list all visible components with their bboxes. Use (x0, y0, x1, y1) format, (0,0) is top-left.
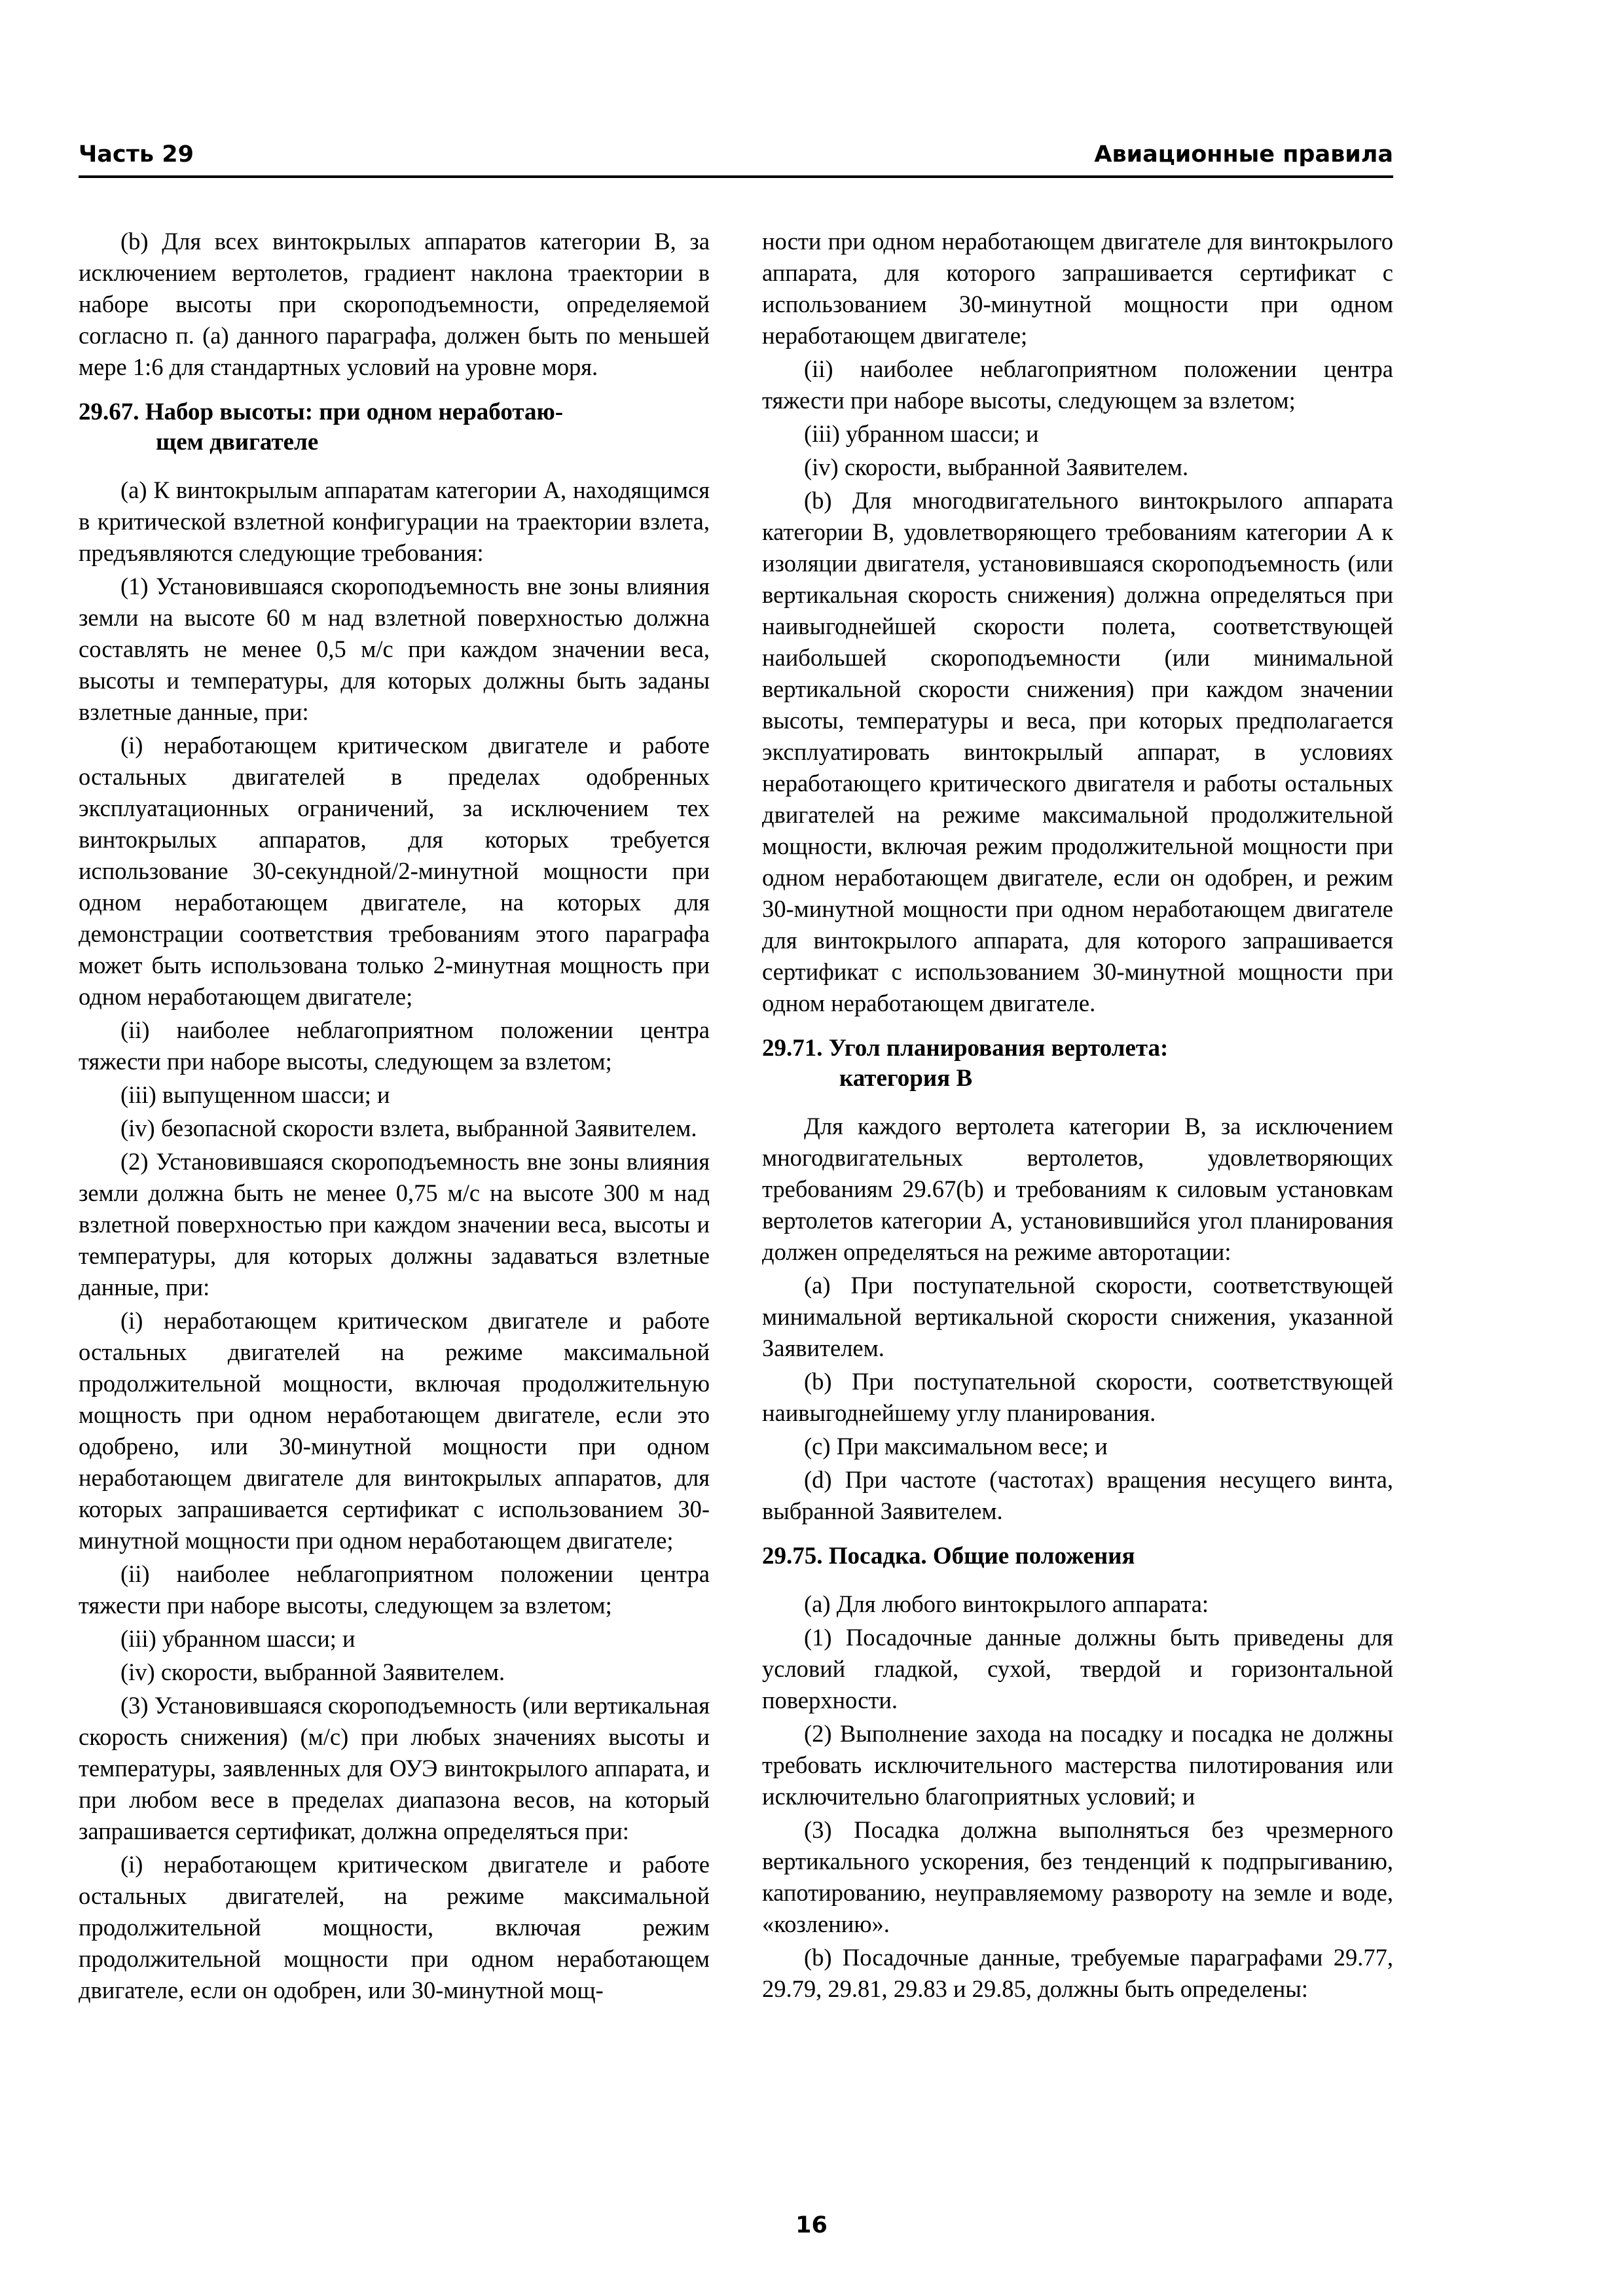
left-column (79, 226, 710, 2008)
paragraph: (iii) убранном шасси; и (120, 1625, 356, 1652)
paragraph: (d) При частоте (частотах) вращения несущего винта, выбранной Заявителем. (762, 1466, 1393, 1524)
paragraph: (a) При поступательной скорости, соответствующей минимальной вертикальной скорости снижения, указанной Заявителем. (762, 1272, 1393, 1361)
paragraph: (ii) наиболее неблагоприятном положении центра тяжести при наборе высоты, следующем за взлетом; (79, 1016, 710, 1075)
section-heading-29-71 (762, 1033, 1393, 1094)
paragraph: (iv) скорости, выбранной Заявителем. (120, 1659, 505, 1685)
heading-line: 29.71. Угол планирования вертолета: (762, 1035, 1169, 1062)
paragraph: (3) Посадка должна выполняться без чрезмерного вертикального ускорения, без тенденций к подпрыгиванию, капотированию, неуправляемому развороту на земле и воде, «козлению». (762, 1816, 1393, 1937)
heading-line: щем двигателе (156, 429, 319, 456)
paragraph: (iv) безопасной скорости взлета, выбранной Заявителем. (120, 1115, 697, 1141)
paragraph: (a) К винтокрылым аппаратам категории A, находящимся в критической взлетной конфигурации на траектории взлета, предъявляются следующие требования: (79, 476, 710, 566)
section-heading-29-75: 29.75. Посадка. Общие положения (762, 1543, 1135, 1570)
paragraph: (iii) убранном шасси; и (804, 420, 1039, 447)
right-column (762, 226, 1393, 2007)
paragraph: (1) Посадочные данные должны быть приведены для условий гладкой, сухой, твердой и горизонтальной поверхности. (762, 1624, 1393, 1713)
heading-line: 29.67. Набор высоты: при одном неработаю- (79, 399, 564, 425)
header-part-label: Часть 29 (79, 141, 194, 168)
section-heading-29-67 (79, 397, 710, 457)
page-number: 16 (795, 2212, 828, 2238)
paragraph: (i) неработающем критическом двигателе и работе остальных двигателей в пределах одобренных эксплуатационных ограничений, за исключением тех винтокрылых аппаратов, для которых требуется использование 30-секундной/2-минутной мощности при одном неработающем двигателе, на которых для демонстрации соответствия требованиям этого параграфа может быть использована только 2-минутная мощность при одном неработающем двигателе; (79, 732, 710, 1010)
paragraph: (1) Установившаяся скороподъемность вне зоны влияния земли на высоте 60 м над взлетной поверхностью должна составлять не менее 0,5 м/с при каждом значении веса, высоты и температуры, для которых должны быть заданы взлетные данные, при: (79, 573, 710, 725)
paragraph: (b) Посадочные данные, требуемые параграфами 29.77, 29.79, 29.81, 29.83 и 29.85, должны быть определены: (762, 1944, 1393, 2002)
paragraph: (3) Установившаяся скороподъемность (или вертикальная скорость снижения) (м/с) при любых значениях высоты и температуры, заявленных для ОУЭ винтокрылого аппарата, и при любом весе в пределах диапазона весов, на который запрашивается сертификат, должна определяться при: (79, 1692, 710, 1844)
paragraph: (b) Для многодвигательного винтокрылого аппарата категории B, удовлетворяющего требованиям категории A к изоляции двигателя, установившаяся скороподъемность (или вертикальная скорость снижения) должна определяться при наивыгоднейшей скорости полета, соответствующей наибольшей скороподъемности (или минимальной вертикальной скорости снижения) при каждом значении высоты, температуры и веса, при которых предполагается эксплуатировать винтокрылый аппарат, в условиях неработающего критического двигателя и работы остальных двигателей на режиме максимальной продолжительной мощности, включая режим продолжительной мощности при одном неработающем двигателе, если он одобрен, и режим 30-минутной мощности при одном неработающем двигателе для винтокрылого аппарата, для которого запрашивается сертификат с использованием 30-минутной мощности при одном неработающем двигателе. (762, 487, 1393, 1016)
paragraph: (ii) наиболее неблагоприятном положении центра тяжести при наборе высоты, следующем за взлетом; (762, 355, 1393, 414)
paragraph: (i) неработающем критическом двигателе и работе остальных двигателей, на режиме максимальной продолжительной мощности, включая режим продолжительной мощности при одном неработающем двигателе, если он одобрен, или 30-минутной мощ- (79, 1851, 710, 2003)
header-title: Авиационные правила (1094, 141, 1393, 168)
page-header (79, 136, 1393, 177)
paragraph: (ii) наиболее неблагоприятном положении центра тяжести при наборе высоты, следующем за взлетом; (79, 1560, 710, 1619)
paragraph: (i) неработающем критическом двигателе и работе остальных двигателей на режиме максимальной продолжительной мощности, включая продолжительную мощность при одном неработающем двигателе, если это одобрено, или 30-минутной мощности при одном неработающем двигателе для винтокрылых аппаратов, для которых запрашивается сертификат с использованием 30-минутной мощности при одном неработающем двигателе; (79, 1307, 710, 1554)
paragraph: (2) Выполнение захода на посадку и посадка не должны требовать исключительного мастерства пилотирования или исключительно благоприятных условий; и (762, 1720, 1393, 1810)
paragraph: (iii) выпущенном шасси; и (120, 1081, 390, 1108)
paragraph: (iv) скорости, выбранной Заявителем. (804, 454, 1189, 480)
paragraph: (b) Для всех винтокрылых аппаратов категории B, за исключением вертолетов, градиент наклона траектории в наборе высоты при скороподъемности, определяемой согласно п. (a) данного параграфа, должен быть по меньшей мере 1:6 для стандартных условий на уровне моря. (79, 228, 710, 380)
paragraph: (a) Для любого винтокрылого аппарата: (804, 1590, 1209, 1617)
paragraph: (c) При максимальном весе; и (804, 1433, 1108, 1460)
heading-line: категория B (839, 1065, 973, 1092)
paragraph: ности при одном неработающем двигателе для винтокрылого аппарата, для которого запрашивается сертификат с использованием 30-минутной мощности при одном неработающем двигателе; (762, 228, 1393, 349)
paragraph: (2) Установившаяся скороподъемность вне зоны влияния земли должна быть не менее 0,75 м/с на высоте 300 м над взлетной поверхностью при каждом значении веса, высоты и температуры, для которых должны задаваться взлетные данные, при: (79, 1148, 710, 1300)
paragraph: (b) При поступательной скорости, соответствующей наивыгоднейшему углу планирования. (762, 1368, 1393, 1426)
header-divider (79, 175, 1393, 178)
paragraph: Для каждого вертолета категории B, за исключением многодвигательных вертолетов, удовлетворяющих требованиям 29.67(b) и требованиям к силовым установкам вертолетов категории A, установившийся угол планирования должен определяться на режиме авторотации: (762, 1113, 1393, 1265)
